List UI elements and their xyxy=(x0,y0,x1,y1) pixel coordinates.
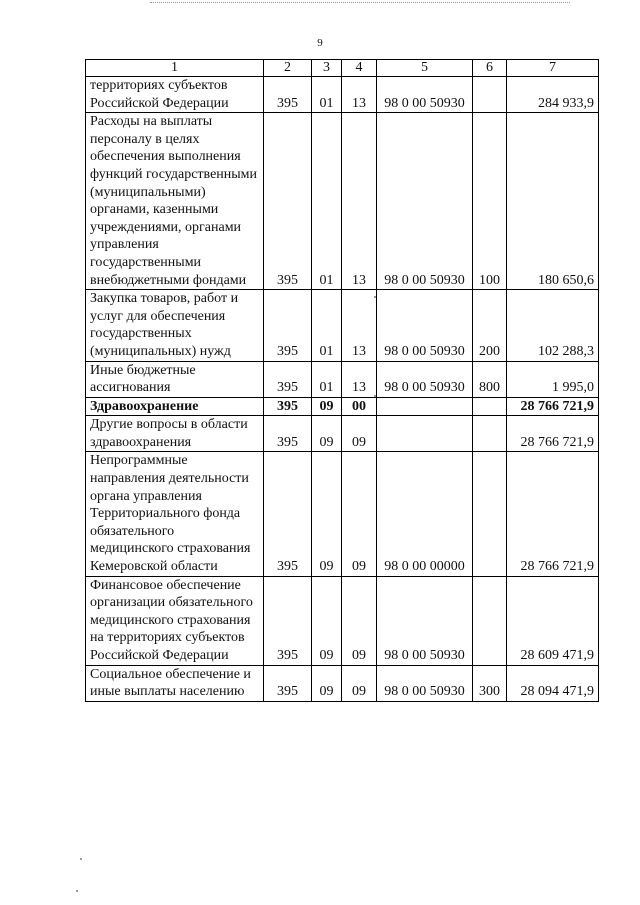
cell-subsection: 00 xyxy=(342,397,377,416)
scan-speck xyxy=(80,858,82,860)
cell-name: Другие вопросы в области здравоохранения xyxy=(86,416,264,452)
cell-section: 09 xyxy=(312,416,342,452)
cell-section: 09 xyxy=(312,576,342,665)
column-header-subsection: 4 xyxy=(342,60,377,77)
cell-target xyxy=(377,416,473,452)
cell-code: 395 xyxy=(264,290,312,361)
cell-name: территориях субъектов Российской Федерации xyxy=(86,77,264,113)
cell-name: Здравоохранение xyxy=(86,397,264,416)
cell-type: 800 xyxy=(473,361,507,397)
cell-code: 395 xyxy=(264,665,312,701)
cell-section: 01 xyxy=(312,113,342,290)
table-header-row xyxy=(86,60,599,77)
cell-target: 98 0 00 50930 xyxy=(377,290,473,361)
cell-amount: 28 766 721,9 xyxy=(507,397,599,416)
cell-amount: 102 288,3 xyxy=(507,290,599,361)
scan-speck xyxy=(374,296,376,298)
cell-type xyxy=(473,576,507,665)
cell-target: 98 0 00 00000 xyxy=(377,452,473,576)
cell-target: 98 0 00 50930 xyxy=(377,665,473,701)
cell-code: 395 xyxy=(264,397,312,416)
column-header-type: 6 xyxy=(473,60,507,77)
column-header-section: 3 xyxy=(312,60,342,77)
cell-target: 98 0 00 50930 xyxy=(377,361,473,397)
cell-section: 09 xyxy=(312,397,342,416)
table-row xyxy=(86,576,599,665)
cell-target xyxy=(377,397,473,416)
cell-type: 200 xyxy=(473,290,507,361)
cell-type xyxy=(473,77,507,113)
cell-code: 395 xyxy=(264,361,312,397)
cell-subsection: 09 xyxy=(342,576,377,665)
cell-type: 300 xyxy=(473,665,507,701)
page-number: 9 xyxy=(317,37,323,49)
cell-name: Расходы на выплаты персоналу в целях обеспечения выполнения функций государственными (муниципальными) органами, казенными учреждениями, органами управления государственными внебюджетными фондами xyxy=(86,113,264,290)
cell-section: 09 xyxy=(312,665,342,701)
cell-subsection: 09 xyxy=(342,452,377,576)
cell-amount: 180 650,6 xyxy=(507,113,599,290)
cell-amount: 28 094 471,9 xyxy=(507,665,599,701)
cell-amount: 28 609 471,9 xyxy=(507,576,599,665)
cell-subsection: 09 xyxy=(342,416,377,452)
cell-code: 395 xyxy=(264,576,312,665)
cell-name: Социальное обеспечение и иные выплаты населению xyxy=(86,665,264,701)
cell-subsection: 13 xyxy=(342,77,377,113)
table-row xyxy=(86,290,599,361)
column-header-amount: 7 xyxy=(507,60,599,77)
cell-subsection: 13 xyxy=(342,113,377,290)
cell-code: 395 xyxy=(264,77,312,113)
cell-section: 01 xyxy=(312,77,342,113)
budget-table xyxy=(85,59,599,702)
cell-amount: 1 995,0 xyxy=(507,361,599,397)
table-row xyxy=(86,416,599,452)
cell-code: 395 xyxy=(264,452,312,576)
scan-speck xyxy=(374,395,376,397)
cell-amount: 284 933,9 xyxy=(507,77,599,113)
cell-amount: 28 766 721,9 xyxy=(507,452,599,576)
table-row xyxy=(86,77,599,113)
cell-section: 09 xyxy=(312,452,342,576)
scan-top-rule xyxy=(150,2,570,3)
cell-code: 395 xyxy=(264,113,312,290)
cell-section: 01 xyxy=(312,290,342,361)
table-row xyxy=(86,452,599,576)
cell-subsection: 13 xyxy=(342,361,377,397)
table-row xyxy=(86,397,599,416)
cell-target: 98 0 00 50930 xyxy=(377,113,473,290)
table-row xyxy=(86,361,599,397)
column-header-code: 2 xyxy=(264,60,312,77)
scan-speck xyxy=(76,890,78,892)
table-row xyxy=(86,113,599,290)
cell-name: Закупка товаров, работ и услуг для обеспечения государственных (муниципальных) нужд xyxy=(86,290,264,361)
column-header-name: 1 xyxy=(86,60,264,77)
column-header-target: 5 xyxy=(377,60,473,77)
cell-code: 395 xyxy=(264,416,312,452)
cell-type xyxy=(473,397,507,416)
cell-name: Непрограммные направления деятельности органа управления Территориального фонда обязательного медицинского страхования Кемеровской области xyxy=(86,452,264,576)
cell-subsection: 09 xyxy=(342,665,377,701)
cell-type xyxy=(473,452,507,576)
table-row xyxy=(86,665,599,701)
cell-name: Иные бюджетные ассигнования xyxy=(86,361,264,397)
cell-target: 98 0 00 50930 xyxy=(377,576,473,665)
cell-type: 100 xyxy=(473,113,507,290)
cell-subsection: 13 xyxy=(342,290,377,361)
cell-amount: 28 766 721,9 xyxy=(507,416,599,452)
cell-type xyxy=(473,416,507,452)
cell-target: 98 0 00 50930 xyxy=(377,77,473,113)
cell-name: Финансовое обеспечение организации обязательного медицинского страхования на территориях субъектов Российской Федерации xyxy=(86,576,264,665)
cell-section: 01 xyxy=(312,361,342,397)
